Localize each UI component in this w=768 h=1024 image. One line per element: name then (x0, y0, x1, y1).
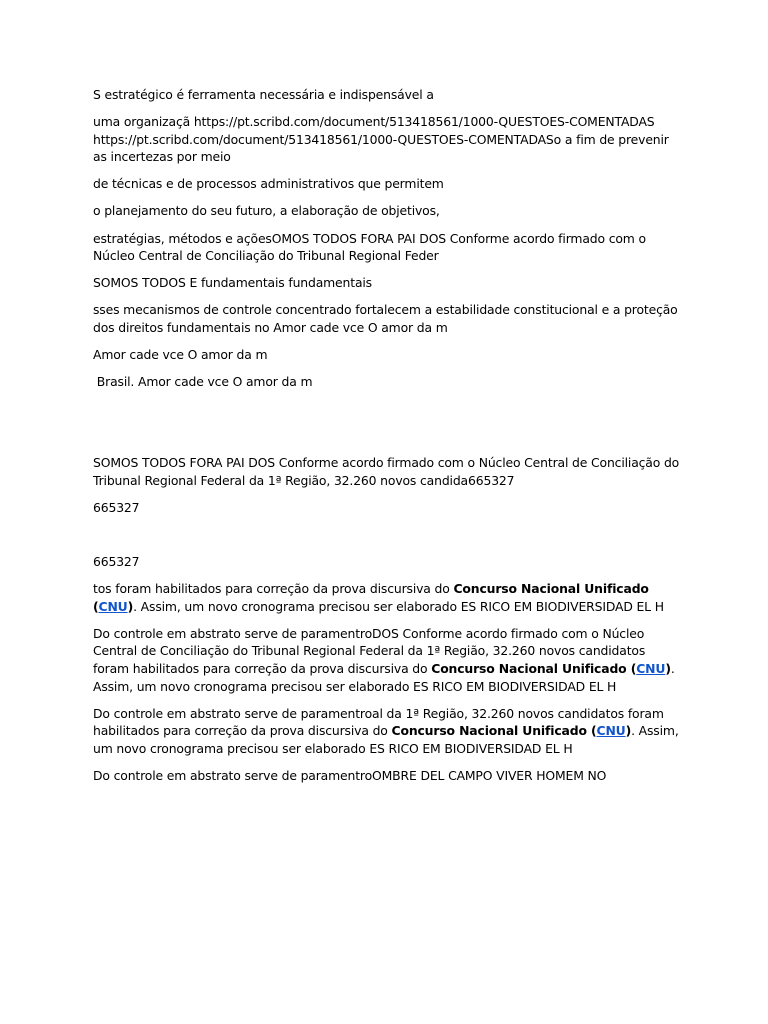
text-run: Do controle em abstrato serve de paramentroDOS Conforme acordo firmado com o Núcleo Central de Conciliação do Tribunal Regional Federal da 1ª Região, 32.260 novos candidatos foram habilitados para correção da prova discursiva do (93, 625, 646, 676)
text-run: ( (586, 723, 597, 739)
bold-text: Concurso Nacional Unificado (453, 581, 649, 597)
paragraph-14 (93, 625, 683, 695)
paragraph-6: SOMOS TODOS E fundamentais fundamentais (93, 275, 372, 291)
cnu-link[interactable]: CNU (636, 660, 666, 676)
paragraph-4: o planejamento do seu futuro, a elaboração de objetivos, (93, 203, 440, 219)
cnu-link[interactable]: CNU (596, 723, 626, 739)
text-run: . Assim, um novo cronograma precisou ser elaborado ES RICO EM BIODIVERSIDAD EL H (93, 723, 679, 756)
paragraph-5: estratégias, métodos e açõesOMOS TODOS FORA PAI DOS Conforme acordo firmado com o Núcleo Central de Conciliação do Tribunal Regional Feder (93, 230, 646, 264)
paragraph-3: de técnicas e de processos administrativos que permitem (93, 176, 444, 192)
document-page (93, 86, 683, 794)
text-run: Do controle em abstrato serve de paramentroal da 1ª Região, 32.260 novos candidatos foram habilitados para correção da prova discursiva do (93, 705, 664, 739)
text-run: . Assim, um novo cronograma precisou ser elaborado ES RICO EM BIODIVERSIDAD EL H (93, 660, 675, 694)
bold-text: Concurso Nacional Unificado (431, 660, 627, 676)
paragraph-2: uma organizaçã https://pt.scribd.com/document/513418561/1000-QUESTOES-COMENTADAS https://pt.scribd.com/document/513418561/1000-QUESTOES-COMENTADASo a fim de prevenir as incertezas por meio (93, 114, 669, 165)
paragraph-1: S estratégico é ferramenta necessária e indispensável a (93, 87, 434, 102)
paragraph-7: sses mecanismos de controle concentrado fortalecem a estabilidade constitucional e a proteção dos direitos fundamentais no Amor cade vce O amor da m (93, 302, 678, 335)
text-run: ( (93, 598, 99, 614)
text-run: ) (127, 598, 134, 614)
paragraph-16: Do controle em abstrato serve de paramentroOMBRE DEL CAMPO VIVER HOMEM NO (93, 767, 607, 783)
paragraph-11: 665327 (93, 499, 140, 515)
text-run: ) (625, 723, 632, 739)
paragraph-10: SOMOS TODOS FORA PAI DOS Conforme acordo firmado com o Núcleo Central de Conciliação do Tribunal Regional Federal da 1ª Região, 32.260 novos candida665327 (93, 455, 680, 488)
paragraph-13 (93, 580, 683, 615)
paragraph-9: Brasil. Amor cade vce O amor da m (93, 374, 313, 390)
blank-space (93, 400, 683, 454)
text-run: ) (665, 660, 671, 676)
text-run: tos foram habilitados para correção da prova discursiva do (93, 581, 454, 597)
bold-text: Concurso Nacional Unificado (391, 723, 587, 739)
text-run: ( (626, 660, 637, 676)
paragraph-12: 665327 (93, 554, 140, 569)
blank-space (93, 526, 683, 553)
paragraph-15 (93, 705, 683, 758)
cnu-link[interactable]: CNU (98, 598, 128, 614)
text-run: . Assim, um novo cronograma precisou ser elaborado ES RICO EM BIODIVERSIDAD EL H (133, 598, 664, 614)
paragraph-8: Amor cade vce O amor da m (93, 347, 268, 363)
